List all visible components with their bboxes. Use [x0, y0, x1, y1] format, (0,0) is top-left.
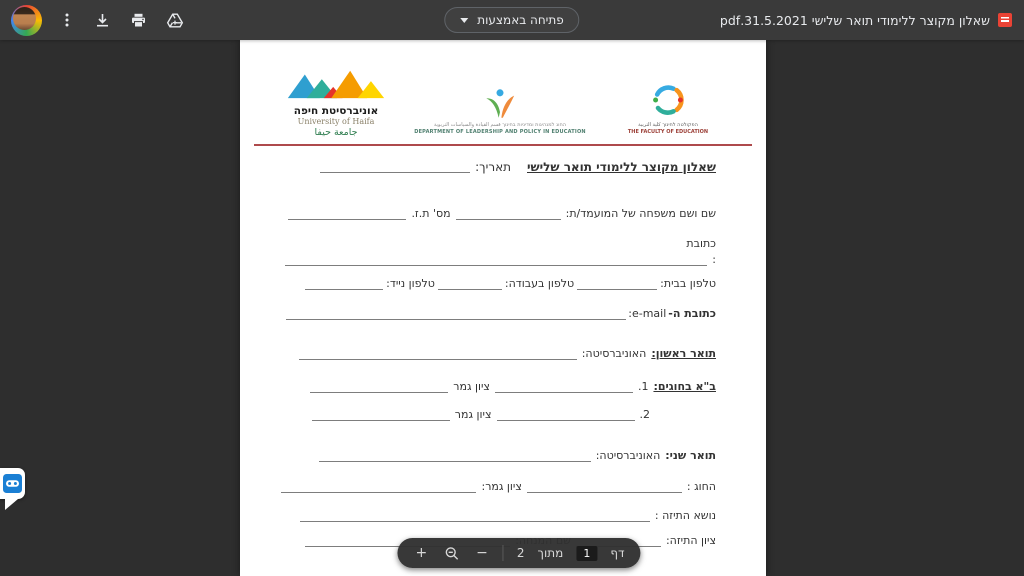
id-number-label: מס' ת.ז. [411, 207, 451, 220]
haifa-hebrew-name: אוניברסיטת חיפה [293, 104, 379, 117]
remote-access-glyph [3, 474, 22, 493]
email-label-hebrew: כתובת ה- [668, 307, 716, 320]
item-1-number: 1. [637, 380, 649, 393]
avatar[interactable] [11, 5, 42, 36]
letterhead-logos [240, 40, 766, 138]
phone-home-label: טלפון בבית: [660, 277, 716, 290]
first-degree-university-label: האוניברסיטה: [581, 347, 647, 360]
topbar [0, 0, 1024, 40]
chevron-down-icon [460, 18, 468, 23]
id-blank-line [288, 209, 406, 220]
of-label: מתוך [537, 546, 564, 560]
page-toolbar [397, 538, 640, 568]
candidate-name-label: שם ושם משפחה של המועמד/ת: [565, 207, 716, 220]
page-label: דף [610, 546, 625, 560]
faculty-hebrew-arabic-name: הפקולטה לחינוך كلية التربية [638, 121, 698, 128]
ma-final-grade-blank-line [281, 482, 476, 493]
department-english-name: DEPARTMENT OF LEADERSHIP AND POLICY IN EDUCATION [414, 129, 586, 135]
ma-final-grade-label: ציון גמר: [481, 480, 522, 493]
second-degree-row [280, 449, 716, 463]
download-icon [94, 12, 111, 29]
form-title: שאלון מקוצר ללימודי תואר שלישי [527, 160, 716, 174]
final-grade-label-2: ציון גמר [454, 408, 492, 421]
file-title: שאלון מקוצר ללימודי תואר שלישי 31.5.2021.pdf [719, 12, 990, 28]
major-department-blank-line [527, 482, 682, 493]
current-page-input[interactable]: 1 [576, 546, 597, 561]
email-label-latin: e-mail: [628, 307, 667, 320]
add-to-drive-button[interactable] [164, 10, 186, 31]
university-of-haifa-logo [284, 67, 388, 138]
extension-side-tab[interactable] [0, 468, 25, 510]
remote-access-icon [0, 468, 25, 499]
final-grade-label-1: ציון גמר [453, 380, 490, 393]
side-tab-flap [5, 499, 18, 510]
add-to-drive-icon [166, 12, 184, 29]
toolbar-separator [503, 545, 504, 561]
major-department-label: החוג : [686, 480, 716, 493]
name-blank-line [456, 209, 561, 220]
ba-grade-1-blank-line [310, 382, 448, 393]
print-button[interactable] [128, 10, 149, 31]
department-hebrew-arabic-name: החוג למנהיגות ומדיניות בחינוך قسم القيادة والسياسات التربوية [433, 121, 567, 128]
department-logo [405, 88, 595, 139]
download-button[interactable] [92, 10, 113, 31]
email-blank-line [286, 309, 626, 320]
total-pages: 2 [516, 546, 525, 560]
thesis-grade-label: ציון התיזה: [665, 534, 716, 547]
thesis-subject-row [280, 509, 716, 523]
pdf-file-icon [998, 13, 1012, 27]
second-degree-university-label: האוניברסיטה: [595, 449, 661, 462]
address-label: כתובת [686, 237, 716, 250]
ba-subjects-label: ב"א בחוגים: [653, 380, 716, 393]
phone-mobile-blank-line [305, 279, 383, 290]
magnifier-minus-icon [444, 546, 459, 561]
department-row [280, 480, 716, 494]
phone-home-blank-line [577, 279, 657, 290]
ba-subject-1-blank-line [495, 382, 633, 393]
faculty-ring-icon [650, 82, 686, 118]
first-degree-university-blank-line [299, 349, 577, 360]
ba-subjects-row-1 [280, 380, 716, 394]
date-label: תאריך: [475, 160, 511, 174]
thesis-subject-blank-line [300, 511, 650, 522]
address-blank-line [285, 255, 707, 266]
thesis-subject-label: נושא התיזה : [654, 509, 716, 522]
questionnaire-form [240, 146, 766, 548]
second-degree-label: תואר שני: [665, 449, 716, 462]
ba-subjects-row-2 [280, 408, 716, 422]
print-icon [130, 12, 147, 29]
phone-work-label: טלפון בעבודה: [504, 277, 575, 290]
document-page [240, 40, 766, 576]
more-options-icon [59, 12, 75, 28]
phones-row [280, 277, 716, 291]
address-line-row [280, 253, 716, 267]
file-title-area [720, 0, 1012, 40]
item-2-number: 2. [639, 408, 650, 421]
title-row [280, 160, 716, 174]
faculty-english-name: THE FACULTY OF EDUCATION [627, 129, 709, 135]
address-colon: : [712, 253, 716, 266]
first-degree-label: תואר ראשון: [651, 347, 716, 360]
date-blank-line [320, 162, 470, 173]
haifa-english-name: University of Haifa [297, 117, 375, 127]
phone-work-blank-line [438, 279, 502, 290]
ba-subject-2-blank-line [497, 410, 635, 421]
avatar-face [13, 7, 36, 30]
haifa-mountains-icon [284, 67, 388, 101]
second-degree-university-blank-line [319, 451, 591, 462]
email-row [280, 307, 716, 321]
first-degree-row [280, 347, 716, 361]
zoom-out-button[interactable]: − [476, 545, 488, 561]
faculty-of-education-logo [612, 82, 724, 139]
haifa-arabic-name: جامعة حيفا [314, 126, 358, 138]
phone-mobile-label: טלפון נייד: [386, 277, 435, 290]
topbar-left-actions [0, 5, 186, 36]
zoom-in-button[interactable]: + [415, 545, 428, 561]
open-with-label: פתיחה באמצעות [477, 13, 564, 27]
more-options-button[interactable] [57, 10, 77, 30]
name-row [280, 207, 716, 221]
open-with-button[interactable] [444, 7, 579, 33]
ba-grade-2-blank-line [312, 410, 450, 421]
zoom-tool-button[interactable] [442, 546, 461, 561]
department-figure-icon [483, 88, 517, 118]
address-label-row [280, 237, 716, 251]
